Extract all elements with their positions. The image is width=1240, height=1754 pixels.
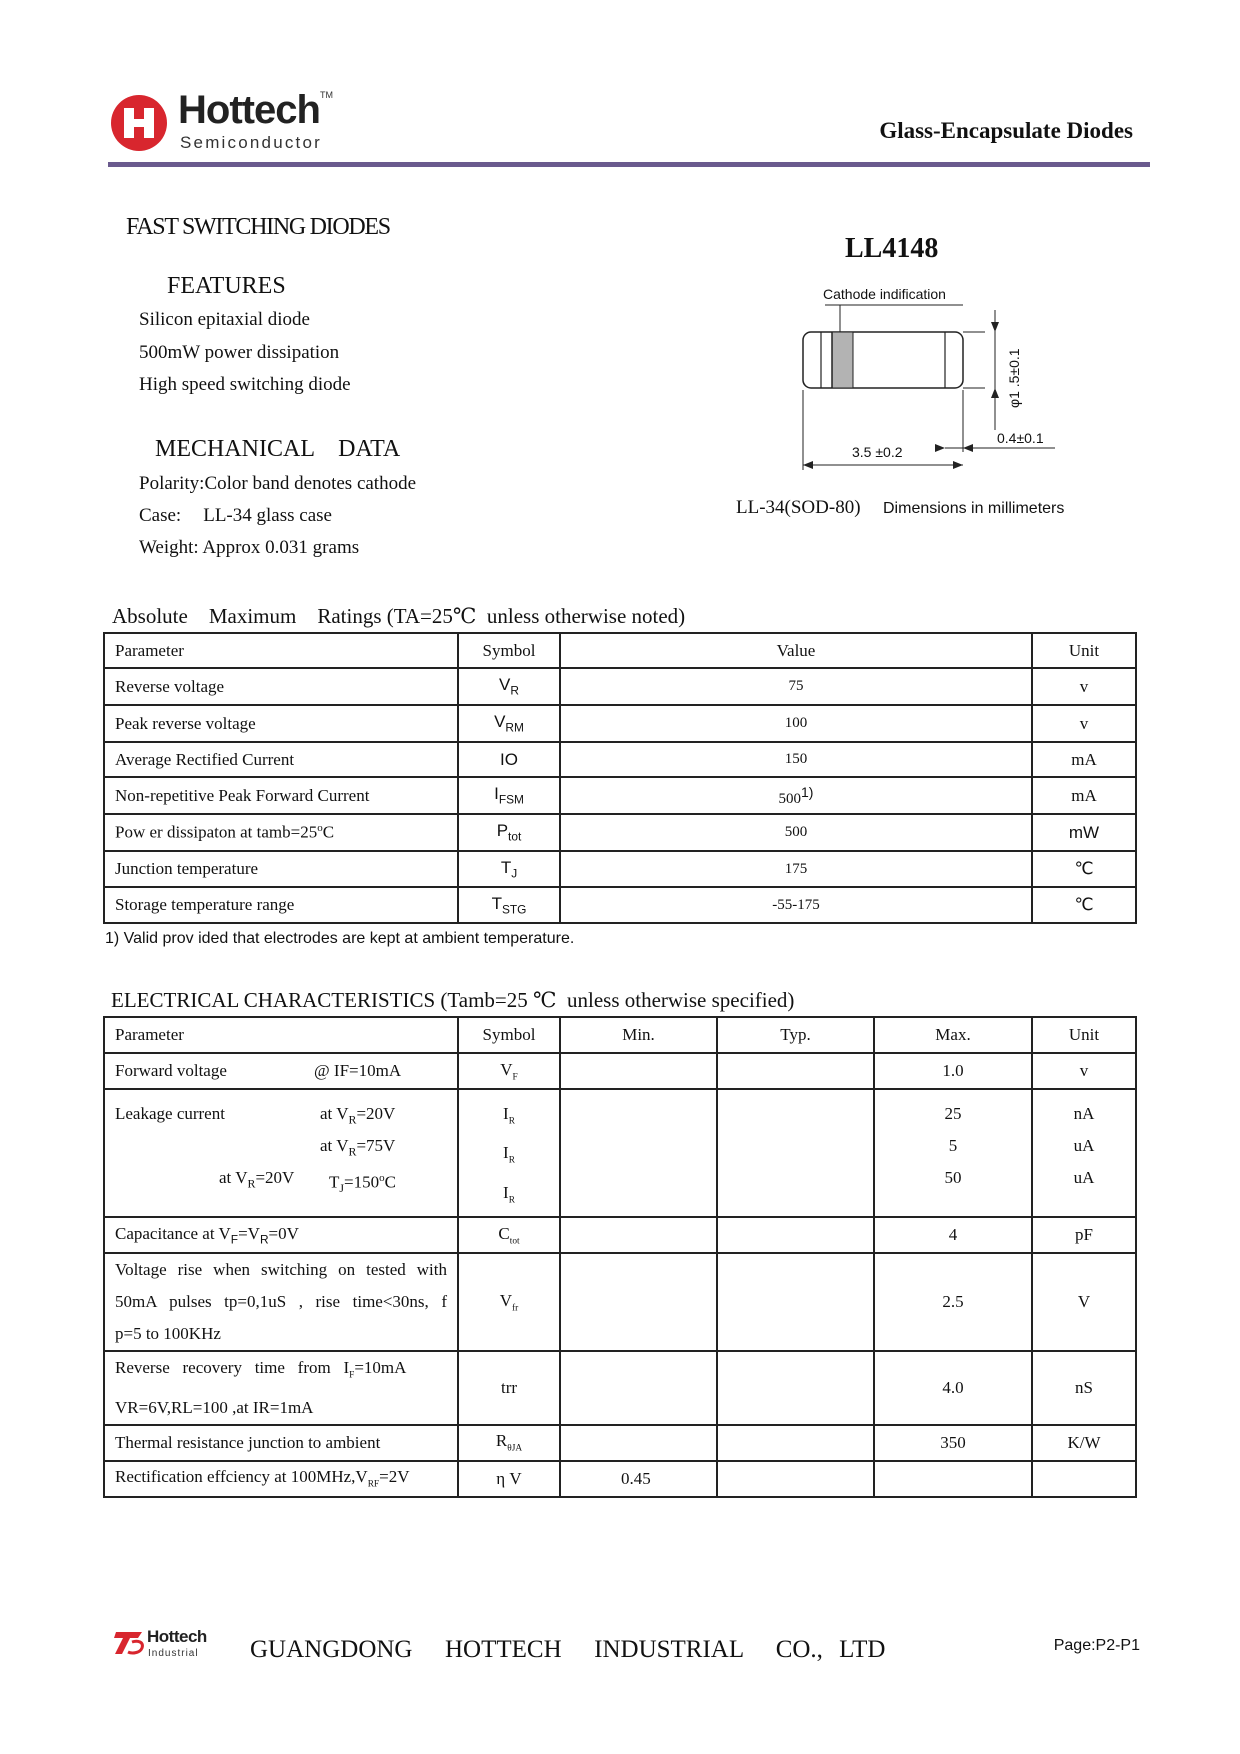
unit-cell [1032,1461,1136,1497]
symbol-subscript: R [508,1155,515,1166]
parameter-text: Rectification effciency at 100MHz,V [115,1467,368,1487]
header-parameter: Parameter [104,633,458,668]
dimensions-note: Dimensions in millimeters [883,500,1065,517]
unit-cell: mA [1032,742,1136,777]
unit-cell: ℃ [1032,851,1136,887]
table-row [104,668,1136,705]
max-cell: 350 [874,1425,1032,1461]
parameter-subscript: R [259,1232,269,1247]
symbol-cell [458,851,560,887]
brand-subtitle: Semiconductor [180,133,322,152]
symbol-text: T [491,893,502,913]
parameter-line: 50mA pulses tp=0,1uS , rise time<30ns, f [115,1292,447,1312]
table-row [104,705,1136,742]
header-parameter: Parameter [104,1017,458,1053]
parameter-cell: Thermal resistance junction to ambient [104,1425,458,1461]
header-divider [108,162,1150,167]
symbol-subscript: R [508,1195,515,1206]
condition-text: at V [320,1104,349,1123]
footer-logo-text: Hottech [147,1627,207,1646]
symbol-cell [458,1089,560,1217]
electrical-table [103,1016,1137,1498]
case-value: LL-34 glass case [203,505,332,526]
parameter-cell: Non-repetitive Peak Forward Current [104,777,458,814]
parameter-text: Reverse recovery time from I [115,1358,350,1378]
typ-cell [717,1217,874,1253]
header-min: Min. [560,1017,717,1053]
symbol-subscript: STG [501,902,527,917]
parameter-superscript: o [317,822,323,835]
header-unit: Unit [1032,1017,1136,1053]
electrical-caption: ELECTRICAL CHARACTERISTICS (Tamb=25 ℃ unless otherwise specified) [111,988,795,1012]
parameter-line [115,1352,447,1391]
condition-temp-unit: C [384,1172,396,1192]
footer-company: GUANGDONG HOTTECH INDUSTRIAL CO., LTD [250,1636,886,1663]
value-cell: 75 [560,668,1032,705]
value-cell [560,777,1032,814]
max-cell [874,1461,1032,1497]
parameter-tail: C [322,822,335,842]
condition-value: =20V [356,1104,396,1123]
value-cell: 100 [560,705,1032,742]
parameter-cell [104,1089,458,1217]
parameter-text: Leakage current [115,1104,225,1123]
case-label: Case: [139,505,182,526]
leakage-line [115,1098,447,1130]
page-number: Page:P2-P1 [1053,1637,1140,1654]
parameter-text: Forward voltage [115,1061,227,1080]
condition-temp: T [329,1172,340,1192]
max-value: 5 [948,1136,958,1155]
symbol-subscript: F [512,1072,518,1083]
feature-item: 500mW power dissipation [139,342,340,363]
symbol-subscript: R [510,683,519,698]
parameter-cell [104,1053,458,1089]
max-cell: 4 [874,1217,1032,1253]
diameter-dimension: φ1 .5±0.1 [1006,348,1022,408]
parameter-subscript: RF [367,1479,380,1490]
parameter-line: VR=6V,RL=100 ,at IR=1mA [115,1397,314,1417]
brand-trademark: TM [320,90,333,100]
unit-cell [1032,1089,1136,1217]
parameter-line: p=5 to 100KHz [115,1324,221,1344]
max-value: 25 [944,1104,962,1123]
value-footnote-mark: 1) [801,783,814,800]
unit-cell: nS [1032,1351,1136,1424]
parameter-cell: Junction temperature [104,851,458,887]
abs-ratings-caption: Absolute Maximum Ratings (TA=25℃ unless otherwise noted) [112,604,686,628]
table-row [104,814,1136,851]
parameter-cell: Reverse voltage [104,668,458,705]
leakage-line [115,1130,447,1162]
condition-value: =75V [356,1136,396,1155]
unit-value: uA [1073,1168,1095,1187]
symbol-subscript: fr [512,1303,519,1314]
value-cell: 175 [560,851,1032,887]
table-row [104,1089,1136,1217]
symbol-subscript: R [508,1116,515,1127]
parameter-cell [104,814,458,851]
parameter-text: Pow er dissipaton at tamb=25 [115,822,318,842]
symbol-subscript: RM [505,720,524,735]
table-header-row [104,1017,1136,1053]
unit-cell: K/W [1032,1425,1136,1461]
condition-text: at V [320,1136,349,1155]
unit-value: nA [1073,1104,1095,1123]
symbol-cell: trr [458,1351,560,1424]
symbol-subscript: J [511,866,518,881]
table-row [104,851,1136,887]
symbol-subscript: θJA [507,1443,523,1454]
header-unit: Unit [1032,633,1136,668]
header-symbol: Symbol [458,1017,560,1053]
condition-subscript: R [348,1144,357,1159]
symbol-cell [458,668,560,705]
min-cell: 0.45 [560,1461,717,1497]
min-cell [560,1089,717,1217]
symbol-subscript: tot [508,829,522,844]
value-text: 500 [778,790,802,807]
parameter-cell [104,1253,458,1351]
leakage-line [115,1162,447,1194]
parameter-text: =0V [268,1223,299,1243]
symbol-text: I [494,784,499,804]
parameter-subscript: F [349,1370,355,1381]
symbol-text: V [500,1059,513,1079]
symbol-cell [458,814,560,851]
table-row [104,1217,1136,1253]
symbol-text: T [500,857,512,877]
parameter-cell [104,1461,458,1497]
table-row [104,887,1136,923]
header-typ: Typ. [717,1017,874,1053]
symbol-text: V [494,712,506,732]
unit-cell: v [1032,705,1136,742]
mechanical-heading: MECHANICAL DATA [155,436,401,462]
table-row [104,1425,1136,1461]
unit-cell: pF [1032,1217,1136,1253]
min-cell [560,1425,717,1461]
table-row [104,1253,1136,1351]
min-cell [560,1351,717,1424]
parameter-cell: Storage temperature range [104,887,458,923]
feature-item: High speed switching diode [139,374,351,395]
symbol-text: P [496,821,509,841]
condition-value: =20V [255,1168,295,1187]
min-cell [560,1253,717,1351]
condition-subscript: R [247,1176,256,1191]
mechanical-case [139,505,332,527]
typ-cell [717,1461,874,1497]
unit-cell: V [1032,1253,1136,1351]
header-symbol: Symbol [458,633,560,668]
unit-cell: v [1032,668,1136,705]
lead-dimension: 0.4±0.1 [997,430,1044,446]
table-row [104,1351,1136,1424]
value-cell: -55-175 [560,887,1032,923]
brand-name: Hottech [178,88,320,132]
unit-value: uA [1073,1136,1095,1155]
parameter-condition: @ IF=10mA [314,1061,402,1080]
footer-logo-sub: Industrial [148,1648,199,1659]
package-outline-diagram [795,280,1065,480]
min-cell [560,1217,717,1253]
symbol-text: C [498,1223,510,1243]
symbol-text: I [503,1143,509,1163]
parameter-value: =10mA [354,1358,407,1378]
header-value: Value [560,633,1032,668]
parameter-text: Capacitance at V [115,1223,231,1243]
parameter-cell [104,1351,458,1424]
table-row [104,1053,1136,1089]
condition-temp-subscript: J [339,1181,345,1196]
typ-cell [717,1351,874,1424]
max-cell: 1.0 [874,1053,1032,1089]
symbol-cell [458,1053,560,1089]
part-number: LL4148 [845,233,939,264]
parameter-line: Voltage rise when switching on tested with [115,1260,447,1280]
header-max: Max. [874,1017,1032,1053]
symbol-cell [458,1253,560,1351]
table-row [104,1461,1136,1497]
unit-cell: ℃ [1032,887,1136,923]
typ-cell [717,1425,874,1461]
document-title: Glass-Encapsulate Diodes [879,118,1133,143]
symbol-cell: η V [458,1461,560,1497]
parameter-subscript: F [230,1232,239,1247]
typ-cell [717,1253,874,1351]
symbol-cell [458,1217,560,1253]
symbol-subscript: tot [509,1236,520,1247]
unit-cell: mA [1032,777,1136,814]
symbol-text: I [503,1104,509,1123]
table-row [104,777,1136,814]
abs-ratings-footnote: 1) Valid prov ided that electrodes are kept at ambient temperature. [105,930,575,947]
table-row [104,742,1136,777]
length-dimension: 3.5 ±0.2 [852,444,903,460]
mechanical-polarity: Polarity:Color band denotes cathode [139,473,417,494]
parameter-cell: Average Rectified Current [104,742,458,777]
parameter-cell: Peak reverse voltage [104,705,458,742]
typ-cell [717,1089,874,1217]
symbol-text: R [495,1431,508,1451]
feature-item: Silicon epitaxial diode [139,309,310,330]
symbol-cell [458,887,560,923]
hottech-logo-icon [110,94,168,152]
table-header-row [104,633,1136,668]
unit-cell: v [1032,1053,1136,1089]
abs-ratings-table [103,632,1137,924]
condition-text: at V [219,1168,248,1187]
mechanical-weight: Weight: Approx 0.031 grams [139,537,360,558]
condition-temp-superscript: o [379,1172,385,1184]
max-cell: 2.5 [874,1253,1032,1351]
unit-cell: mW [1032,814,1136,851]
package-label: LL-34(SOD-80) [736,497,861,518]
condition-subscript: R [348,1112,357,1127]
parameter-text: =2V [379,1467,410,1487]
symbol-text: I [503,1182,509,1202]
max-cell: 4.0 [874,1351,1032,1424]
parameter-cell [104,1217,458,1253]
footer-logo-icon [112,1626,152,1656]
value-cell: 150 [560,742,1032,777]
max-value: 50 [944,1168,962,1187]
symbol-cell [458,777,560,814]
symbol-cell [458,1425,560,1461]
value-cell: 500 [560,814,1032,851]
cathode-label: Cathode indification [823,286,946,302]
symbol-text: V [499,1290,513,1310]
parameter-text: =V [238,1223,260,1243]
max-cell [874,1089,1032,1217]
min-cell [560,1053,717,1089]
condition-temp-value: =150 [344,1172,380,1192]
symbol-cell: IO [458,742,560,777]
section-title: FAST SWITCHING DIODES [126,214,390,240]
symbol-cell [458,705,560,742]
symbol-subscript: FSM [498,792,524,807]
symbol-text: V [499,675,511,695]
typ-cell [717,1053,874,1089]
features-heading: FEATURES [167,273,286,299]
